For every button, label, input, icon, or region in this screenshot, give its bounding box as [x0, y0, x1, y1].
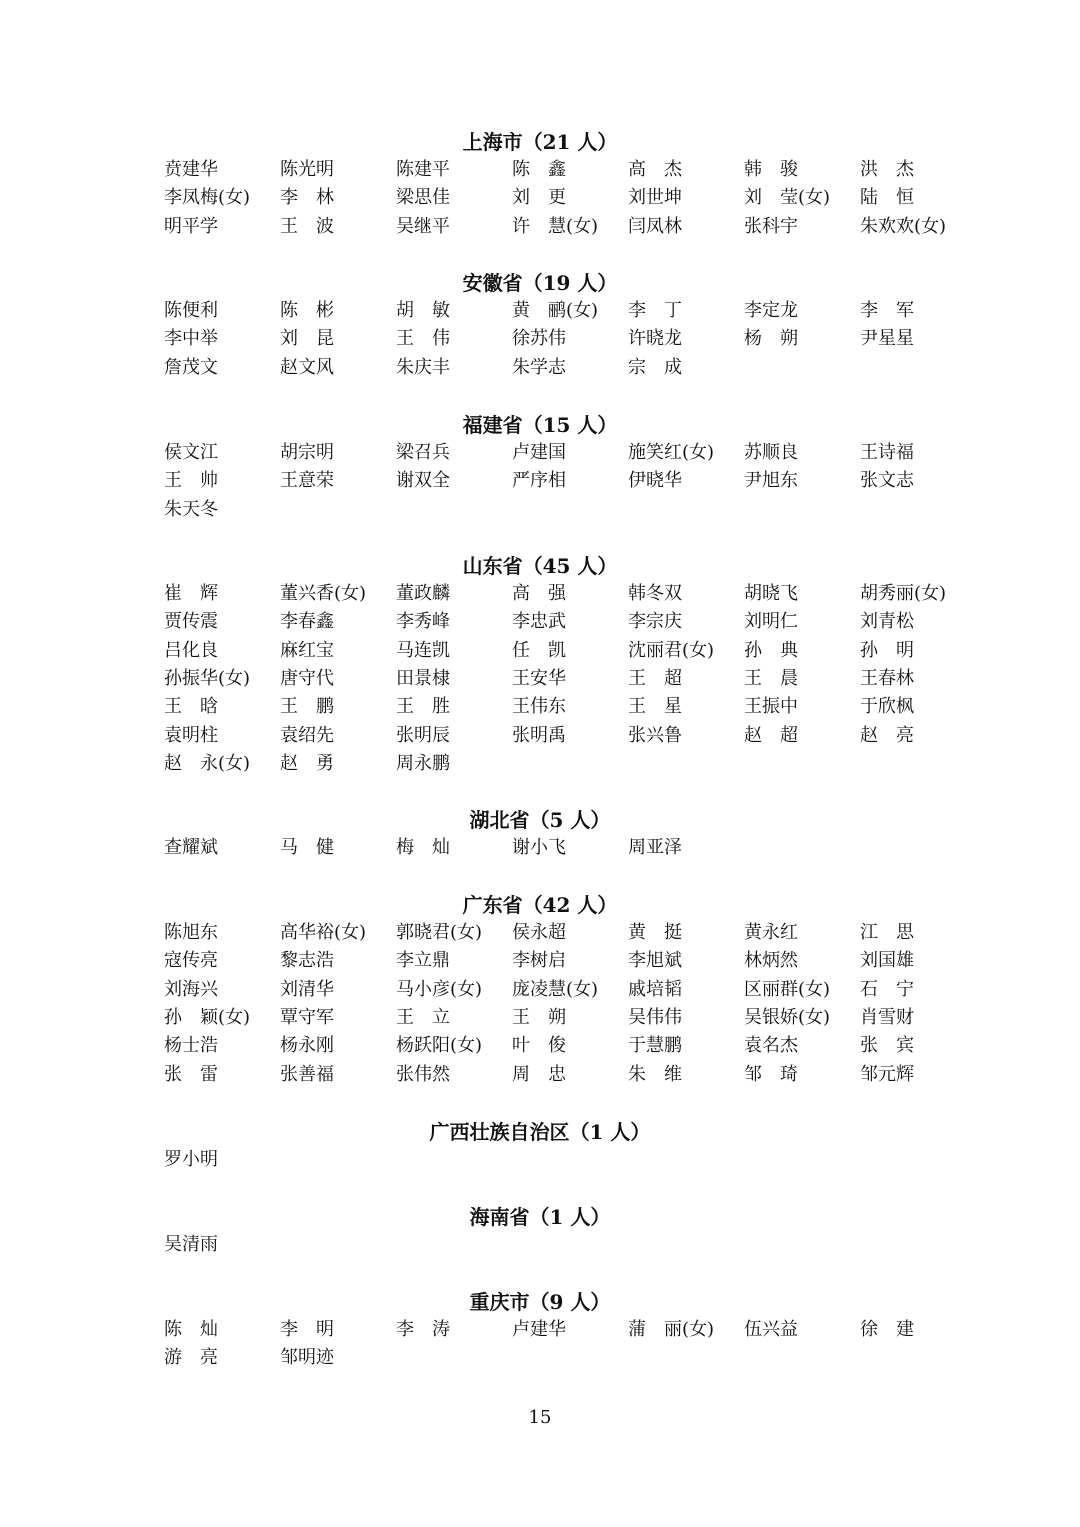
person-name: 邹 琦: [744, 1063, 798, 1085]
person-name: 吴继平: [396, 215, 450, 237]
person-name: 王诗福: [860, 442, 914, 463]
person-name: 张兴鲁: [628, 724, 682, 746]
person-name: 孙振华(女): [164, 667, 251, 689]
name-row: [164, 1146, 1004, 1174]
person-name: 游 亮: [164, 1347, 218, 1369]
person-name: 王 胜: [396, 696, 450, 718]
person-name: 查耀斌: [164, 837, 218, 858]
person-name: 李春鑫: [280, 611, 334, 633]
person-name: 覃守军: [280, 1006, 334, 1028]
person-name: 戚培韬: [628, 978, 682, 1000]
name-row: [164, 325, 1004, 353]
person-name: 江 思: [860, 922, 914, 943]
name-row: [164, 976, 1004, 1004]
name-row: [164, 722, 1004, 750]
person-name: 吴清雨: [164, 1234, 218, 1255]
person-name: 王 超: [628, 667, 682, 689]
person-name: 洪 杰: [860, 159, 914, 180]
person-name: 刘 莹(女): [744, 187, 831, 209]
name-row: [164, 580, 1004, 608]
person-name: 卢建华: [512, 1319, 566, 1340]
person-name: 杨跃阳(女): [396, 1035, 483, 1057]
person-name: 于慧鹏: [628, 1035, 682, 1057]
person-name: 李秀峰: [396, 611, 450, 633]
person-name: 陈 灿: [164, 1319, 218, 1340]
person-name: 胡宗明: [280, 442, 334, 463]
name-row: [164, 1032, 1004, 1060]
person-name: 朱 维: [628, 1063, 682, 1085]
person-name: 林炳然: [744, 950, 798, 972]
person-name: 周 忠: [512, 1063, 566, 1085]
person-name: 李 军: [860, 300, 914, 321]
section-title: 湖北省（5 人）: [469, 808, 611, 832]
person-name: 袁明柱: [164, 724, 218, 746]
person-name: 王意荣: [280, 470, 334, 492]
person-name: 徐苏伟: [512, 328, 566, 350]
person-name: 伍兴益: [744, 1319, 798, 1340]
person-name: 苏顺良: [744, 442, 798, 463]
person-name: 马 健: [280, 837, 334, 858]
name-row: [164, 834, 1004, 862]
person-name: 高 强: [512, 583, 566, 604]
person-name: 袁名杰: [744, 1035, 798, 1057]
person-name: 马小彦(女): [396, 978, 483, 1000]
person-name: 王 立: [396, 1006, 450, 1028]
person-name: 陈光明: [280, 159, 334, 180]
person-name: 董兴香(女): [280, 583, 367, 604]
page-number: 15: [528, 1407, 552, 1428]
person-name: 王振中: [744, 696, 798, 718]
person-name: 韩冬双: [628, 583, 682, 604]
name-row: [164, 354, 1004, 382]
person-name: 王 星: [628, 696, 682, 718]
person-name: 郭晓君(女): [396, 922, 483, 943]
person-name: 陈建平: [396, 159, 450, 180]
person-name: 崔 辉: [164, 583, 218, 604]
person-name: 陈便利: [164, 300, 218, 321]
person-name: 侯永超: [512, 922, 566, 943]
person-name: 叶 俊: [512, 1035, 566, 1057]
person-name: 沈丽君(女): [628, 639, 715, 661]
person-name: 胡晓飞: [744, 583, 798, 604]
person-name: 庞凌慧(女): [512, 978, 599, 1000]
person-name: 张伟然: [396, 1063, 450, 1085]
person-name: 王伟东: [512, 696, 566, 718]
person-name: 田景棣: [396, 667, 450, 689]
person-name: 蒲 丽(女): [628, 1319, 715, 1340]
person-name: 刘世坤: [628, 187, 682, 209]
person-name: 麻红宝: [280, 639, 334, 661]
person-name: 李中举: [164, 328, 218, 350]
person-name: 赵 亮: [860, 724, 914, 746]
person-name: 张善福: [280, 1063, 334, 1085]
person-name: 伊晓华: [628, 470, 682, 492]
person-name: 李立鼎: [396, 950, 450, 972]
section-title: 安徽省（19 人）: [462, 271, 618, 295]
person-name: 邹元辉: [860, 1063, 914, 1085]
person-name: 周亚泽: [628, 837, 682, 858]
section-title: 重庆市（9 人）: [469, 1290, 611, 1314]
person-name: 张 宾: [860, 1035, 914, 1057]
person-name: 詹茂文: [164, 356, 218, 378]
name-row: [164, 1231, 1004, 1259]
name-row: [164, 439, 1004, 467]
person-name: 胡 敏: [396, 300, 450, 321]
person-name: 张文志: [860, 470, 914, 492]
person-name: 陈旭东: [164, 922, 218, 943]
section-title: 广东省（42 人）: [462, 893, 618, 917]
person-name: 许晓龙: [628, 328, 682, 350]
person-name: 朱天冬: [164, 498, 218, 520]
person-name: 张明辰: [396, 724, 450, 746]
person-name: 高华裕(女): [280, 922, 367, 943]
person-name: 刘 昆: [280, 328, 334, 350]
name-row: [164, 496, 1004, 524]
name-row: [164, 608, 1004, 636]
person-name: 许 慧(女): [512, 215, 599, 237]
name-row: [164, 693, 1004, 721]
person-name: 刘 更: [512, 187, 566, 209]
section-title: 上海市（21 人）: [462, 130, 618, 154]
person-name: 李旭斌: [628, 950, 682, 972]
person-name: 吴伟伟: [628, 1006, 682, 1028]
person-name: 李 涛: [396, 1319, 450, 1340]
name-row: [164, 665, 1004, 693]
person-name: 谢双全: [396, 470, 450, 492]
person-name: 肖雪财: [860, 1006, 914, 1028]
person-name: 陈 鑫: [512, 159, 566, 180]
person-name: 胡秀丽(女): [860, 583, 947, 604]
name-row: [164, 1316, 1004, 1344]
section-title: 广西壮族自治区（1 人）: [429, 1120, 651, 1144]
person-name: 黄 挺: [628, 922, 682, 943]
person-name: 谢小飞: [512, 837, 566, 858]
person-name: 李树启: [512, 950, 566, 972]
name-row: [164, 637, 1004, 665]
person-name: 于欣枫: [860, 696, 914, 718]
person-name: 韩 骏: [744, 159, 798, 180]
person-name: 李 林: [280, 187, 334, 209]
person-name: 宗 成: [628, 356, 682, 378]
person-name: 王 晨: [744, 667, 798, 689]
person-name: 李 丁: [628, 300, 682, 321]
person-name: 梁召兵: [396, 442, 450, 463]
person-name: 朱学志: [512, 356, 566, 378]
person-name: 李 明: [280, 1319, 334, 1340]
person-name: 陆 恒: [860, 187, 914, 209]
person-name: 施笑红(女): [628, 442, 715, 463]
person-name: 朱欢欢(女): [860, 215, 947, 237]
name-row: [164, 467, 1004, 495]
person-name: 任 凯: [512, 639, 566, 661]
person-name: 梁思佳: [396, 187, 450, 209]
section-title: 山东省（45 人）: [462, 554, 618, 578]
person-name: 黄永红: [744, 922, 798, 943]
name-row: [164, 947, 1004, 975]
person-name: 董政麟: [396, 583, 450, 604]
name-row: [164, 919, 1004, 947]
person-name: 黄 鹂(女): [512, 300, 599, 321]
person-name: 吴银娇(女): [744, 1006, 831, 1028]
person-name: 孙 颖(女): [164, 1006, 251, 1028]
person-name: 赵文风: [280, 356, 334, 378]
person-name: 严序相: [512, 470, 566, 492]
person-name: 刘海兴: [164, 978, 218, 1000]
person-name: 尹星星: [860, 328, 914, 350]
person-name: 刘明仁: [744, 611, 798, 633]
person-name: 李凤梅(女): [164, 187, 251, 209]
person-name: 唐守代: [280, 667, 334, 689]
person-name: 杨永刚: [280, 1035, 334, 1057]
person-name: 杨士浩: [164, 1035, 218, 1057]
person-name: 王 鹏: [280, 696, 334, 718]
person-name: 杨 朔: [744, 328, 798, 350]
person-name: 王春林: [860, 667, 914, 689]
person-name: 朱庆丰: [396, 356, 450, 378]
person-name: 李忠武: [512, 611, 566, 633]
person-name: 赵 勇: [280, 752, 334, 774]
person-name: 王 帅: [164, 470, 218, 492]
name-row: [164, 297, 1004, 325]
person-name: 赵 超: [744, 724, 798, 746]
person-name: 高 杰: [628, 159, 682, 180]
section-title: 海南省（1 人）: [469, 1205, 611, 1229]
person-name: 王 朔: [512, 1006, 566, 1028]
person-name: 赵 永(女): [164, 752, 251, 774]
person-name: 王安华: [512, 667, 566, 689]
person-name: 贲建华: [164, 159, 218, 180]
section-title: 福建省（15 人）: [462, 413, 618, 437]
person-name: 王 伟: [396, 328, 450, 350]
person-name: 刘国雄: [860, 950, 914, 972]
person-name: 王 波: [280, 215, 334, 237]
name-row: [164, 184, 1004, 212]
person-name: 闫凤林: [628, 215, 682, 237]
person-name: 孙 明: [860, 639, 914, 661]
name-row: [164, 1004, 1004, 1032]
name-row: [164, 156, 1004, 184]
person-name: 罗小明: [164, 1149, 218, 1170]
name-row: [164, 213, 1004, 241]
person-name: 张明禹: [512, 724, 566, 746]
person-name: 李宗庆: [628, 611, 682, 633]
person-name: 尹旭东: [744, 470, 798, 492]
person-name: 张 雷: [164, 1063, 218, 1085]
name-row: [164, 1344, 1004, 1372]
person-name: 孙 典: [744, 639, 798, 661]
person-name: 吕化良: [164, 639, 218, 661]
person-name: 袁绍先: [280, 724, 334, 746]
person-name: 梅 灿: [396, 837, 450, 858]
person-name: 陈 彬: [280, 300, 334, 321]
person-name: 寇传亮: [164, 950, 218, 972]
person-name: 区丽群(女): [744, 978, 831, 1000]
person-name: 刘青松: [860, 611, 914, 633]
name-row: [164, 750, 1004, 778]
person-name: 王 晗: [164, 696, 218, 718]
person-name: 刘清华: [280, 978, 334, 1000]
person-name: 黎志浩: [280, 950, 334, 972]
person-name: 张科宇: [744, 215, 798, 237]
person-name: 侯文江: [164, 442, 218, 463]
person-name: 邹明迹: [280, 1347, 334, 1369]
person-name: 马连凯: [396, 639, 450, 661]
person-name: 李定龙: [744, 300, 798, 321]
person-name: 贾传震: [164, 611, 218, 633]
name-row: [164, 1061, 1004, 1089]
person-name: 石 宁: [860, 978, 914, 1000]
person-name: 徐 建: [860, 1319, 914, 1340]
person-name: 明平学: [164, 215, 218, 237]
person-name: 周永鹏: [396, 752, 450, 774]
person-name: 卢建国: [512, 442, 566, 463]
